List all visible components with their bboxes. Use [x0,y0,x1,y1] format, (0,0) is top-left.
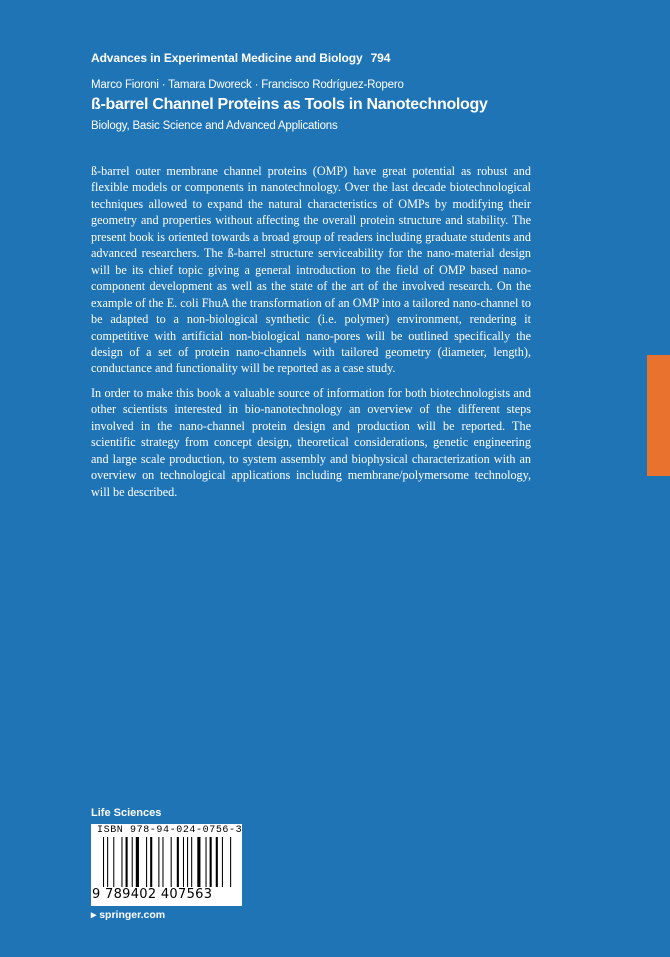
barcode-digits: 9 789402 407563 [92,887,213,902]
barcode-bar [158,837,159,887]
publisher-link[interactable]: ▸ springer.com [91,909,166,921]
book-description [91,163,531,508]
barcode-bar [107,837,108,887]
barcode-bar [216,837,218,887]
book-authors: Marco Fioroni · Tamara Dworeck · Francisco Rodríguez-Ropero [91,79,404,91]
isbn-label: ISBN 978-94-024-0756-3 [97,825,243,836]
barcode-bar [103,837,104,887]
description-paragraph-1: ß-barrel outer membrane channel proteins (OMP) have great potential as robust and flexible models or components in nanotechnology. Over the last decade biotechnological techniques allowed to expand the natural characteristics of OMPs by modifying their geometry and properties without affecting the overall protein structure and stability. The present book is oriented towards a broad group of readers including graduate students and advanced researchers. The ß-barrel structure serviceability for the nano-material design will be its chief topic giving a general introduction to the field of OMP based nano-component development as well as the state of the art of the involved research. On the example of the E. coli FhuA the transformation of an OMP into a tailored nano-channel to be adapted to a non-biological synthetic (i.e. polymer) environment, rendering it competitive with artificial non-biological nano-pores will be outlined specifically the design of a set of protein nano-channels with tailored geometry (diameter, length), conductance and functionality will be reported as a case study. [91,164,531,376]
barcode-bar [206,837,207,887]
series-number: 794 [370,51,391,65]
barcode-bar [230,837,231,887]
orange-spine-tab [647,355,670,476]
barcode-bar [222,837,223,887]
book-title: ß-barrel Channel Proteins as Tools in Nanotechnology [91,96,488,113]
series-heading [91,51,390,65]
category-label: Life Sciences [91,807,162,819]
barcode-bar [191,837,192,887]
barcode-bar [113,837,114,887]
description-paragraph-2: In order to make this book a valuable source of information for both biotechnologists and other scientists interested in bio-nanotechnology an overview of the different steps involved in the nano-channel protein design and production will be reported. The scientific strategy from concept design, theoretical considerations, genetic engineering and large scale production, to system assembly and biophysical characterization with an overview on technological applications including membrane/polymersome technology, will be described. [91,385,531,499]
barcode-bar [197,837,200,887]
barcode-bar [150,837,152,887]
barcode-bar [126,837,128,887]
barcode-bar [136,837,139,887]
barcode-bar [121,837,122,887]
barcode-bar [183,837,184,887]
barcode-bar [177,837,179,887]
barcode-bar [146,837,147,887]
barcode-bar [187,837,188,887]
barcode-bars [102,837,232,887]
series-name: Advances in Experimental Medicine and Biology [91,51,363,65]
book-subtitle: Biology, Basic Science and Advanced Applications [91,120,338,132]
barcode-bar [132,837,133,887]
isbn-barcode [91,824,242,906]
barcode-bar [171,837,172,887]
barcode-bar [210,837,212,887]
barcode-bar [162,837,163,887]
